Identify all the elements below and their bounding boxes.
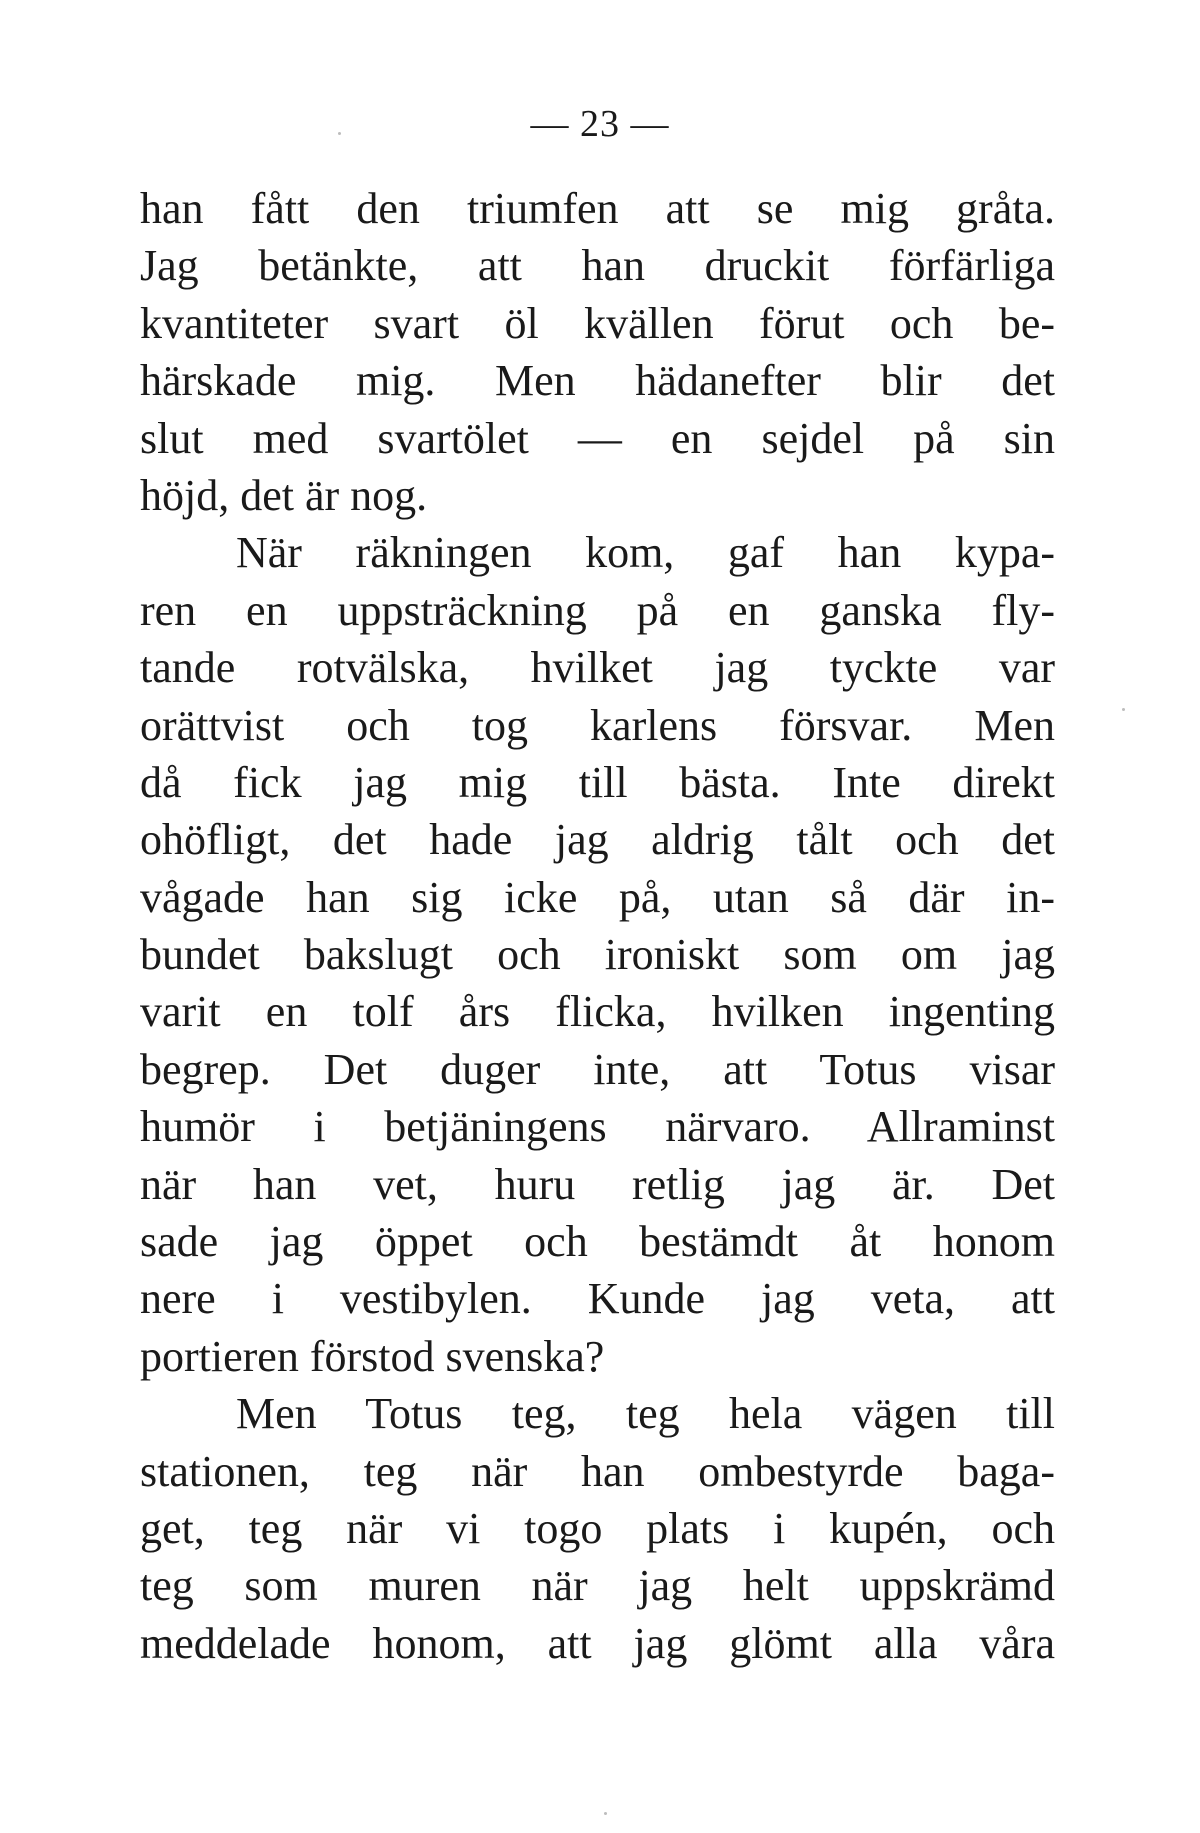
print-speck [604, 1812, 607, 1815]
text-line: tande rotvälska, hvilket jag tyckte var [140, 643, 1055, 693]
text-line: ren en uppsträckning på en ganska fly- [140, 585, 1055, 635]
text-line: portieren förstod svenska? [140, 1331, 605, 1381]
text-line: när han vet, huru retlig jag är. Det [140, 1159, 1055, 1209]
text-line: bundet bakslugt och ironiskt som om jag [140, 930, 1055, 980]
text-line: varit en tolf års flicka, hvilken ingenting [140, 987, 1055, 1037]
text-line: orättvist och tog karlens försvar. Men [140, 700, 1055, 750]
text-line: nere i vestibylen. Kunde jag veta, att [140, 1274, 1055, 1324]
text-line: höjd, det är nog. [140, 470, 428, 520]
text-line: begrep. Det duger inte, att Totus visar [140, 1044, 1055, 1094]
text-line: När räkningen kom, gaf han kypa- [236, 528, 1055, 578]
body-text [140, 180, 1055, 1672]
text-line: kvantiteter svart öl kvällen förut och be- [140, 298, 1055, 348]
text-line: han fått den triumfen att se mig gråta. [140, 184, 1055, 233]
print-speck [338, 132, 341, 135]
page-number: — 23 — [530, 103, 670, 145]
text-line: stationen, teg när han ombestyrde baga- [140, 1446, 1055, 1496]
print-speck [1122, 708, 1125, 711]
text-line: get, teg när vi togo plats i kupén, och [140, 1503, 1055, 1553]
text-line: då fick jag mig till bästa. Inte direkt [140, 757, 1055, 807]
text-line: humör i betjäningens närvaro. Allraminst [140, 1102, 1055, 1152]
text-line: ohöfligt, det hade jag aldrig tålt och det [140, 815, 1055, 865]
text-line: teg som muren när jag helt uppskrämd [140, 1561, 1055, 1611]
text-line: meddelade honom, att jag glömt alla våra [140, 1618, 1055, 1668]
text-line: slut med svartölet — en sejdel på sin [140, 413, 1055, 463]
text-line: sade jag öppet och bestämdt åt honom [140, 1217, 1055, 1267]
text-line: Jag betänkte, att han druckit förfärliga [140, 241, 1055, 291]
text-line: Men Totus teg, teg hela vägen till [236, 1389, 1055, 1439]
text-line: härskade mig. Men hädanefter blir det [140, 356, 1055, 406]
text-line: vågade han sig icke på, utan så där in- [140, 872, 1055, 922]
